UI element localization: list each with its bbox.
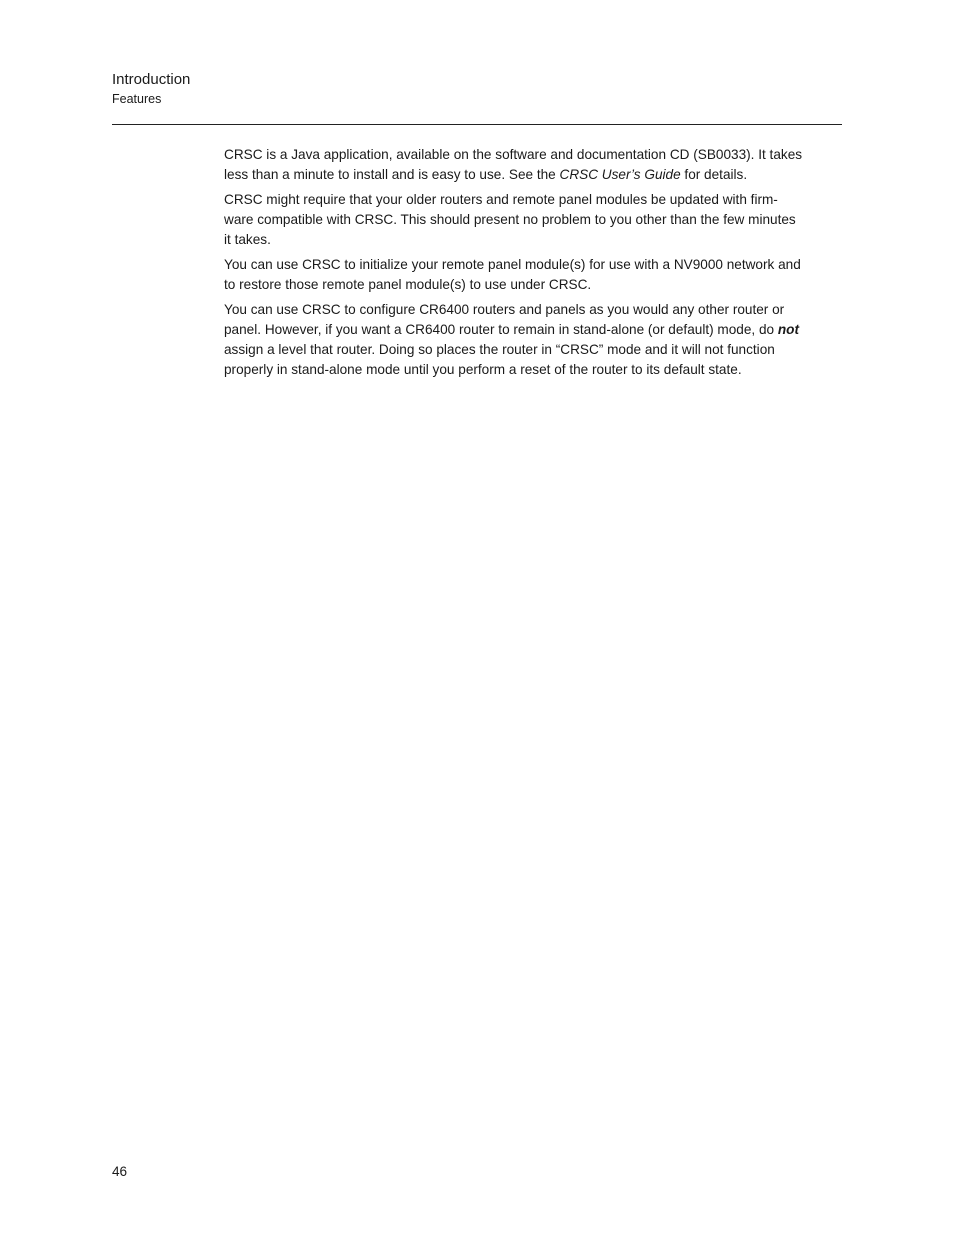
line: properly in stand-alone mode until you perform a reset of the router to its default state. bbox=[224, 362, 742, 377]
line: for details. bbox=[680, 167, 748, 182]
line: to restore those remote panel module(s) to use under CRSC. bbox=[224, 277, 592, 292]
line: You can use CRSC to initialize your remote panel module(s) for use with a NV9000 network and bbox=[224, 257, 801, 272]
line: CRSC is a Java application, available on the software and documentation CD (SB0033). It takes bbox=[224, 147, 803, 162]
line: ware compatible with CRSC. This should present no problem to you other than the few minutes bbox=[224, 212, 796, 227]
paragraph-initialize bbox=[224, 255, 842, 295]
line: less than a minute to install and is easy to use. See the bbox=[224, 167, 560, 182]
paragraph-cr6400 bbox=[224, 300, 842, 380]
line: You can use CRSC to configure CR6400 routers and panels as you would any other router or bbox=[224, 302, 785, 317]
section-title: Features bbox=[112, 92, 162, 106]
running-header bbox=[112, 70, 190, 109]
page-number: 46 bbox=[112, 1164, 128, 1179]
emphasis-not: not bbox=[777, 322, 800, 337]
line: panel. However, if you want a CR6400 router to remain in stand-alone (or default) mode, do bbox=[224, 322, 778, 337]
line: assign a level that router. Doing so places the router in “CRSC” mode and it will not function bbox=[224, 342, 775, 357]
body-text bbox=[224, 145, 842, 385]
guide-title: CRSC User’s Guide bbox=[559, 167, 681, 182]
line: it takes. bbox=[224, 232, 271, 247]
chapter-title: Introduction bbox=[112, 71, 191, 88]
header-rule bbox=[112, 124, 842, 125]
paragraph-crsc-intro bbox=[224, 145, 842, 185]
line: CRSC might require that your older routers and remote panel modules be updated with firm- bbox=[224, 192, 778, 207]
paragraph-firmware bbox=[224, 190, 842, 250]
